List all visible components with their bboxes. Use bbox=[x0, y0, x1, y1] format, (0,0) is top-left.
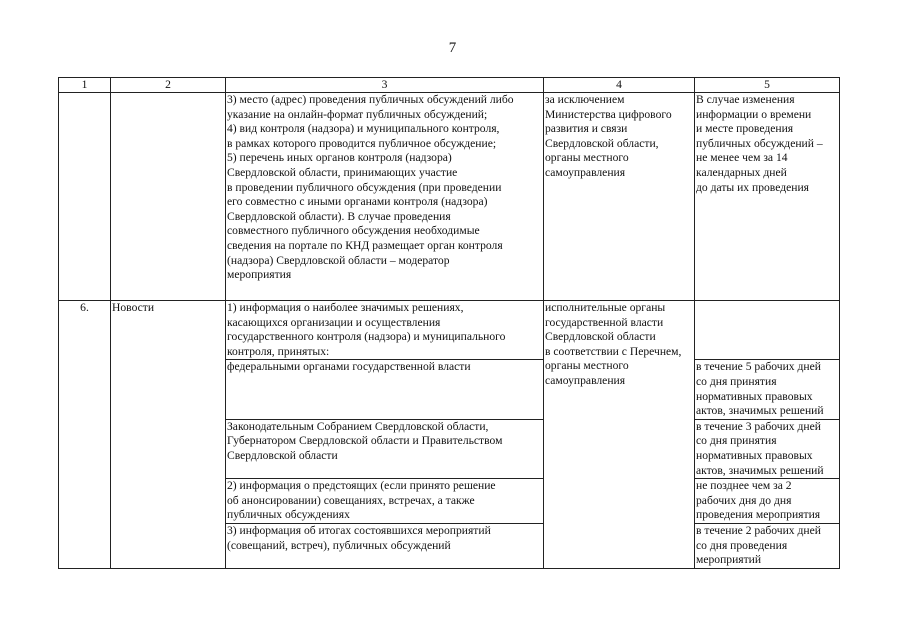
header-col-4: 4 bbox=[544, 78, 695, 93]
page-number: 7 bbox=[448, 40, 457, 56]
row6-responsible-top: исполнительные органы государственной власти Свердловской области в соответствии с Перечнем, bbox=[545, 301, 682, 358]
row6-number: 6. bbox=[59, 301, 111, 569]
row6-federal-term: в течение 5 рабочих дней со дня принятия нормативных правовых актов, значимых решений bbox=[695, 360, 840, 419]
row6-item2-term: не позднее чем за 2 рабочих дня до дня проведения мероприятия bbox=[695, 479, 840, 524]
header-col-5: 5 bbox=[695, 78, 840, 93]
cont-responsible-cell: за исключением Министерства цифрового развития и связи Свердловской области, органы местного самоуправления bbox=[544, 93, 695, 301]
row6-name: Новости bbox=[111, 301, 226, 569]
table-header-row bbox=[59, 78, 840, 93]
cont-number-cell bbox=[59, 93, 111, 301]
row6-responsible bbox=[544, 301, 695, 569]
row6-item3: 3) информация об итогах состоявшихся мероприятий (совещаний, встреч), публичных обсуждений bbox=[226, 524, 544, 569]
row6-intro-term bbox=[695, 301, 840, 360]
header-col-2: 2 bbox=[111, 78, 226, 93]
row6-responsible-bottom: органы местного самоуправления bbox=[545, 359, 629, 387]
header-col-3: 3 bbox=[226, 78, 544, 93]
table-row-continued bbox=[59, 93, 840, 301]
row6-federal: федеральными органами государственной власти bbox=[226, 360, 544, 419]
cont-name-cell bbox=[111, 93, 226, 301]
row6-item1-intro: 1) информация о наиболее значимых решениях, касающихся организации и осуществления государственного контроля (надзора) и муниципального контроля, принятых: bbox=[226, 301, 544, 360]
row6-item3-term: в течение 2 рабочих дней со дня проведения мероприятий bbox=[695, 524, 840, 569]
cont-content-cell: 3) место (адрес) проведения публичных обсуждений либо указание на онлайн-формат публичных обсуждений; 4) вид контроля (надзора) и муниципального контроля, в рамках которого проводится публичное обсуждение; 5) перечень иных органов контроля (надзора) Свердловской области, принимающих участие в проведении публичного обсуждения (при проведении его совместно с иными органами контроля (надзора) Свердловской области). В случае проведения совместного публичного обсуждения необходимые сведения на портале по КНД размещает орган контроля (надзора) Свердловской области – модератор мероприятия bbox=[226, 93, 544, 301]
table-row-6-intro bbox=[59, 301, 840, 360]
cont-term-cell: В случае изменения информации о времени и месте проведения публичных обсуждений – не менее чем за 14 календарных дней до даты их проведения bbox=[695, 93, 840, 301]
row6-regional: Законодательным Собранием Свердловской области, Губернатором Свердловской области и Правительством Свердловской области bbox=[226, 419, 544, 478]
row6-item2: 2) информация о предстоящих (если принято решение об анонсировании) совещаниях, встречах, а также публичных обсуждениях bbox=[226, 479, 544, 524]
row6-regional-term: в течение 3 рабочих дней со дня принятия нормативных правовых актов, значимых решений bbox=[695, 419, 840, 478]
document-table bbox=[58, 77, 839, 569]
header-col-1: 1 bbox=[59, 78, 111, 93]
